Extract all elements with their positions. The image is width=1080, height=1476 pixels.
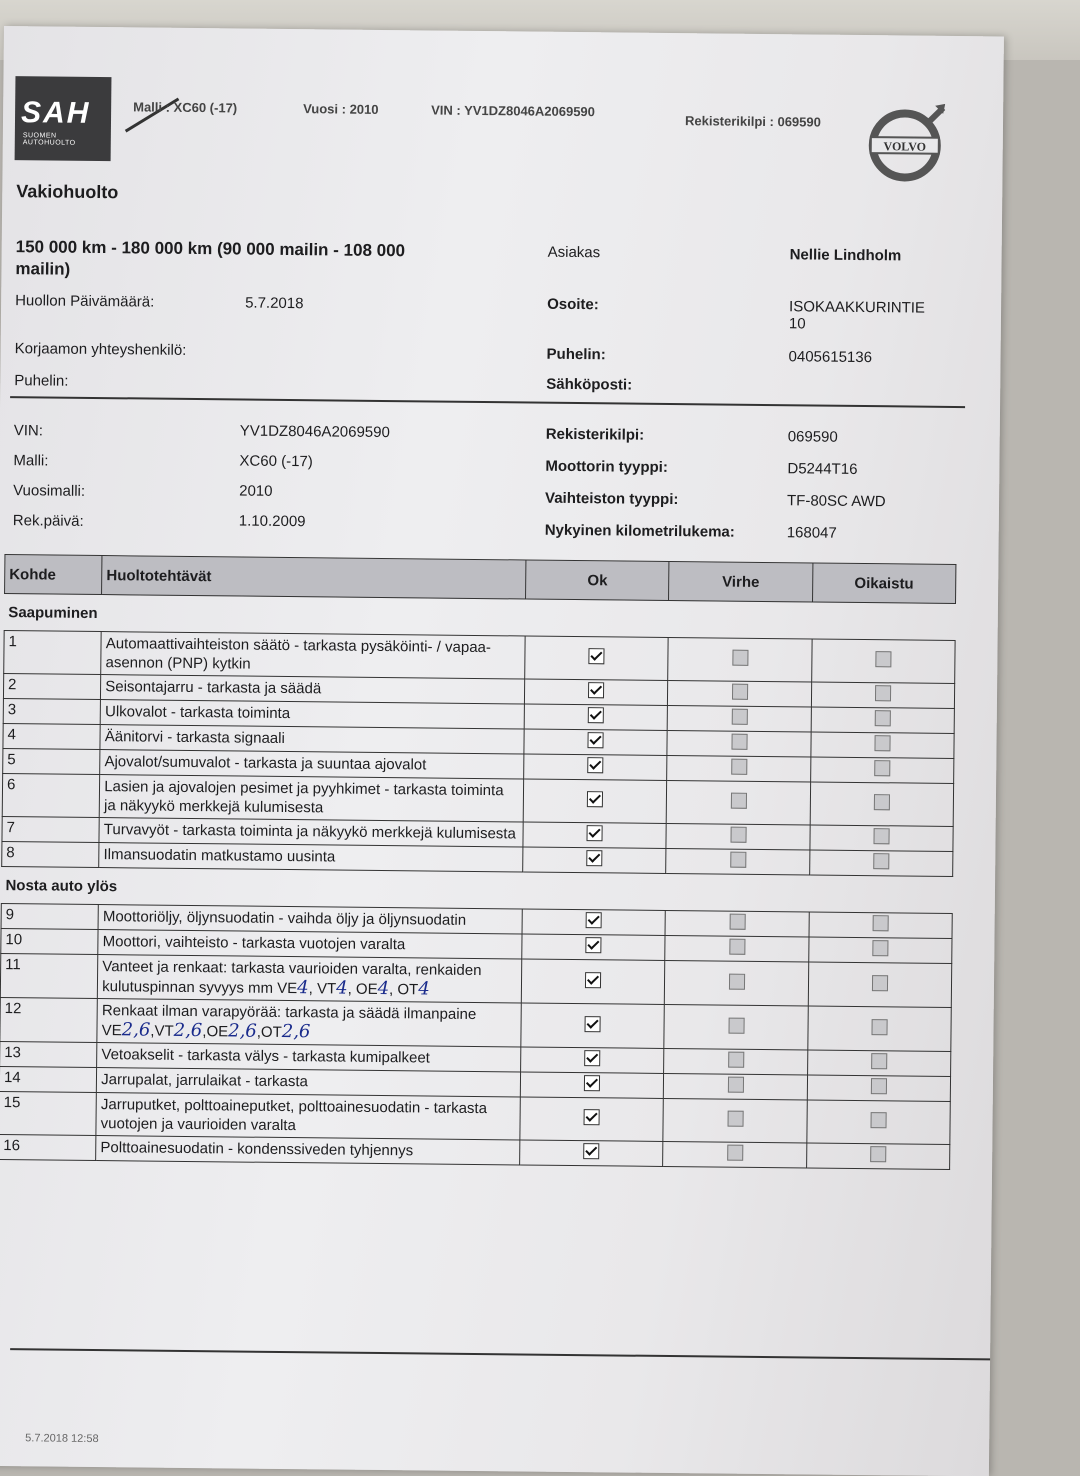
row-number: 6 [2, 774, 100, 818]
fixed-checkbox[interactable] [875, 710, 891, 726]
ok-checkbox[interactable] [587, 825, 603, 841]
fault-checkbox[interactable] [727, 1077, 743, 1093]
fixed-checkbox[interactable] [875, 651, 891, 667]
ok-checkbox[interactable] [586, 850, 602, 866]
volvo-logo [864, 103, 945, 184]
fixed-checkbox[interactable] [872, 975, 888, 991]
ok-checkbox[interactable] [588, 707, 604, 723]
fixed-checkbox[interactable] [872, 940, 888, 956]
fault-checkbox[interactable] [729, 939, 745, 955]
section-header: Nosta auto ylös [1, 867, 952, 914]
row-number: 8 [2, 842, 99, 868]
tire-position-label: , OE [347, 980, 378, 998]
fault-checkbox[interactable] [729, 914, 745, 930]
vehicle-model: XC60 (-17) [239, 452, 313, 471]
fixed-checkbox[interactable] [874, 735, 890, 751]
task-description: Vetoakselit - tarkasta välys - tarkasta kumipalkeet [97, 1043, 521, 1072]
divider [10, 396, 965, 408]
tire-position-label: ,OT [256, 1023, 282, 1041]
ok-checkbox[interactable] [584, 1109, 600, 1125]
fixed-checkbox[interactable] [871, 1019, 887, 1035]
task-description: Ajovalot/sumuvalot - tarkasta ja suuntaa ajovalot [100, 750, 524, 779]
task-description: Turvavyöt - tarkasta toiminta ja näkyykö merkkejä kulumisesta [99, 818, 523, 847]
footer-divider [10, 1348, 990, 1360]
fault-checkbox[interactable] [730, 793, 746, 809]
handwritten-pressure: 2,6 [121, 1019, 151, 1041]
tire-position-label: , OT [389, 981, 419, 999]
handwritten-pressure: 2,6 [173, 1019, 203, 1042]
ok-checkbox[interactable] [588, 732, 604, 748]
fixed-checkbox[interactable] [870, 1112, 886, 1128]
vehicle-vin: YV1DZ8046A2069590 [239, 422, 390, 442]
fault-checkbox[interactable] [730, 852, 746, 868]
task-description: Jarrupalat, jarrulaikat - tarkasta [97, 1068, 521, 1097]
tire-position-label: ,VT [150, 1022, 174, 1040]
tire-position-label: , VT [308, 980, 337, 998]
task-description: Lasien ja ajovalojen pesimet ja pyyhkimet - tarkasta toiminta ja näkyykö merkkejä kulumisesta [99, 775, 523, 822]
row-number: 16 [0, 1135, 96, 1161]
ok-checkbox[interactable] [587, 757, 603, 773]
section-header: Saapuminen [4, 594, 955, 641]
task-description: Jarruputket, polttoaineputket, polttoainesuodatin - tarkasta vuotojen ja vaurioiden varalta [96, 1093, 520, 1140]
fault-checkbox[interactable] [728, 973, 744, 989]
row-number: 12 [0, 998, 98, 1043]
task-description: Automaattivaihteiston säätö - tarkasta pysäköinti- / vapaa-asennon (PNP) kytkin [101, 632, 525, 679]
fixed-checkbox[interactable] [873, 828, 889, 844]
tire-position-label: ,OE [202, 1023, 229, 1041]
handwritten-tread-depth: 4 [297, 977, 309, 999]
customer-name: Nellie Lindholm [789, 246, 902, 265]
header-plate: Rekisterikilpi : 069590 [684, 113, 821, 130]
ok-checkbox[interactable] [586, 912, 602, 928]
ok-checkbox[interactable] [585, 1016, 601, 1032]
service-form-page: SAH SUOMEN AUTOHUOLTO Malli : XC60 (-17) Vuosi : 2010 VIN : YV1DZ8046A2069590 Rekisterikilpi : 069590 VOLVO Vakiohuolto 150 000 km - 180 000 km (90 000 mailin - 108 000 mailin) Huollon Päivämäärä: 5.7.2018 Korjaamon yhteyshenkilö: Puhelin: Asiakas Nellie Lindholm Osoite: ISOKAAKKURINTIE 10 Puhelin: 0405615136 Sähköposti: VIN: YV1DZ8046A2069590 Malli: XC60 (-17) Vuosimalli: 2010 Rek.päivä: 1.10.2009 Rekisterikilpi: 069590 Moottorin tyyppi: D5244T16 Vaihteiston tyyppi: TF-80SC AWD Nykyinen kilometrilukema: 168047 Kohde Huoltotehtävät Ok Virhe Oikaistu Saapuminen 1 Automaattivaihteiston säätö - tarkasta pysäköinti- / vapaa-asennon (PNP) kytkin 2 Seisontajarru - tarkasta ja säädä 3 Ulkovalot - tarkasta toiminta 4 Äänitorvi - tarkasta signaali 5 Ajovalot/sumuvalot - tarkasta ja suuntaa ajovalot 6 Lasien ja ajovalojen pesimet ja pyyhkimet - tarkasta toiminta ja näkyykö merkkejä kulumisesta 7 Turvavyöt - tarkasta toiminta ja näkyykö merkkejä kulumisesta 8 Ilmansuodatin matkustamo uusinta Nosta auto ylös 9 Moottoriöljy, öljynsuodatin - vaihda öljy ja öljynsuodatin 10 Moottori, vaihteisto - tarkasta vuotojen varalta 11 Vanteet ja renkaat: tarkasta vaurioiden varalta, renkaiden kulutuspinnan syvyys mm VE4, VT4, OE4, OT4 12 Renkaat ilman varapyörää: tarkasta ja säädä ilmanpaine VE2,6,VT2,6,OE2,6,OT2,6 13 Vetoakselit - tarkasta välys - tarkasta kumipalkeet 14 Jarrupalat, jarrulaikat - tarkasta 15 Jarruputket, polttoaineputket, polttoainesuodatin - tarkasta vuotojen ja vaurioiden varalta 16 Polttoainesuodatin - kondenssiveden tyhjennys 5.7.2018 12:58 [0, 26, 1004, 1476]
task-description: Ulkovalot - tarkasta toiminta [100, 700, 524, 729]
fixed-checkbox[interactable] [870, 1146, 886, 1162]
ok-checkbox[interactable] [587, 791, 603, 807]
ok-checkbox[interactable] [586, 937, 602, 953]
task-description: Renkaat ilman varapyörää: tarkasta ja säädä ilmanpaine VE2,6,VT2,6,OE2,6,OT2,6 [97, 999, 521, 1047]
fault-checkbox[interactable] [730, 827, 746, 843]
row-number: 2 [3, 674, 100, 700]
task-description: Moottoriöljy, öljynsuodatin - vaihda öljy ja öljynsuodatin [98, 905, 522, 934]
row-number: 9 [1, 904, 98, 930]
vehicle-year: 2010 [239, 482, 273, 500]
vehicle-engine: D5244T16 [787, 460, 858, 478]
header-model: Malli : XC60 (-17) [133, 99, 238, 116]
task-description: Vanteet ja renkaat: tarkasta vaurioiden varalta, renkaiden kulutuspinnan syvyys mm VE4, VT4, OE4, OT4 [98, 955, 522, 1003]
task-description: Polttoainesuodatin - kondenssiveden tyhjennys [96, 1136, 520, 1165]
fault-checkbox[interactable] [732, 650, 748, 666]
fault-checkbox[interactable] [728, 1052, 744, 1068]
task-description: Äänitorvi - tarkasta signaali [100, 725, 524, 754]
fault-checkbox[interactable] [731, 709, 747, 725]
fixed-checkbox[interactable] [874, 760, 890, 776]
fixed-checkbox[interactable] [874, 794, 890, 810]
ok-checkbox[interactable] [585, 972, 601, 988]
fault-checkbox[interactable] [732, 684, 748, 700]
fault-checkbox[interactable] [728, 1017, 744, 1033]
fixed-checkbox[interactable] [871, 1053, 887, 1069]
ok-checkbox[interactable] [589, 648, 605, 664]
row-number: 3 [3, 699, 100, 725]
fault-checkbox[interactable] [731, 759, 747, 775]
sah-logo: SAH SUOMEN AUTOHUOLTO [15, 76, 112, 161]
row-number: 7 [2, 817, 99, 843]
fault-checkbox[interactable] [727, 1111, 743, 1127]
task-description: Moottori, vaihteisto - tarkasta vuotojen varalta [98, 930, 522, 959]
vehicle-regdate: 1.10.2009 [238, 512, 306, 531]
handwritten-tread-depth: 4 [336, 977, 348, 999]
ok-checkbox[interactable] [588, 682, 604, 698]
ok-checkbox[interactable] [584, 1075, 600, 1091]
header-vin: VIN : YV1DZ8046A2069590 [431, 102, 596, 120]
print-timestamp: 5.7.2018 12:58 [25, 1432, 99, 1446]
service-range: 150 000 km - 180 000 km (90 000 mailin - 108 000 mailin) [15, 237, 406, 279]
table-header: Kohde Huoltotehtävät Ok Virhe Oikaistu [5, 555, 956, 604]
row-number: 15 [0, 1092, 97, 1136]
row-number: 14 [0, 1067, 97, 1093]
service-task-table [0, 554, 956, 1170]
fixed-checkbox[interactable] [873, 853, 889, 869]
page-title: Vakiohuolto [16, 181, 119, 203]
row-number: 11 [0, 954, 98, 999]
handwritten-tread-depth: 4 [377, 977, 390, 1000]
row-number: 4 [3, 724, 100, 750]
vehicle-km: 168047 [786, 524, 837, 542]
handwritten-pressure: 2,6 [228, 1020, 257, 1042]
task-description: Ilmansuodatin matkustamo uusinta [99, 843, 523, 872]
fault-checkbox[interactable] [727, 1145, 743, 1161]
fixed-checkbox[interactable] [872, 915, 888, 931]
vehicle-plate: 069590 [787, 428, 838, 446]
row-number: 5 [3, 749, 100, 775]
fault-checkbox[interactable] [731, 734, 747, 750]
row-number: 1 [4, 631, 102, 675]
handwritten-pressure: 2,6 [281, 1020, 311, 1043]
fixed-checkbox[interactable] [871, 1078, 887, 1094]
row-number: 13 [0, 1042, 97, 1068]
ok-checkbox[interactable] [583, 1143, 599, 1159]
service-date: 5.7.2018 [245, 294, 304, 313]
header-year: Vuosi : 2010 [303, 101, 379, 117]
fixed-checkbox[interactable] [875, 685, 891, 701]
task-description: Seisontajarru - tarkasta ja säädä [101, 675, 525, 704]
customer-address: ISOKAAKKURINTIE 10 [788, 298, 926, 333]
row-number: 10 [1, 929, 98, 955]
vehicle-gearbox: TF-80SC AWD [786, 492, 886, 511]
ok-checkbox[interactable] [584, 1050, 600, 1066]
svg-text:VOLVO: VOLVO [883, 139, 927, 154]
handwritten-tread-depth: 4 [418, 978, 430, 1000]
customer-phone: 0405615136 [788, 348, 873, 367]
tire-position-label: VE [101, 1022, 122, 1040]
